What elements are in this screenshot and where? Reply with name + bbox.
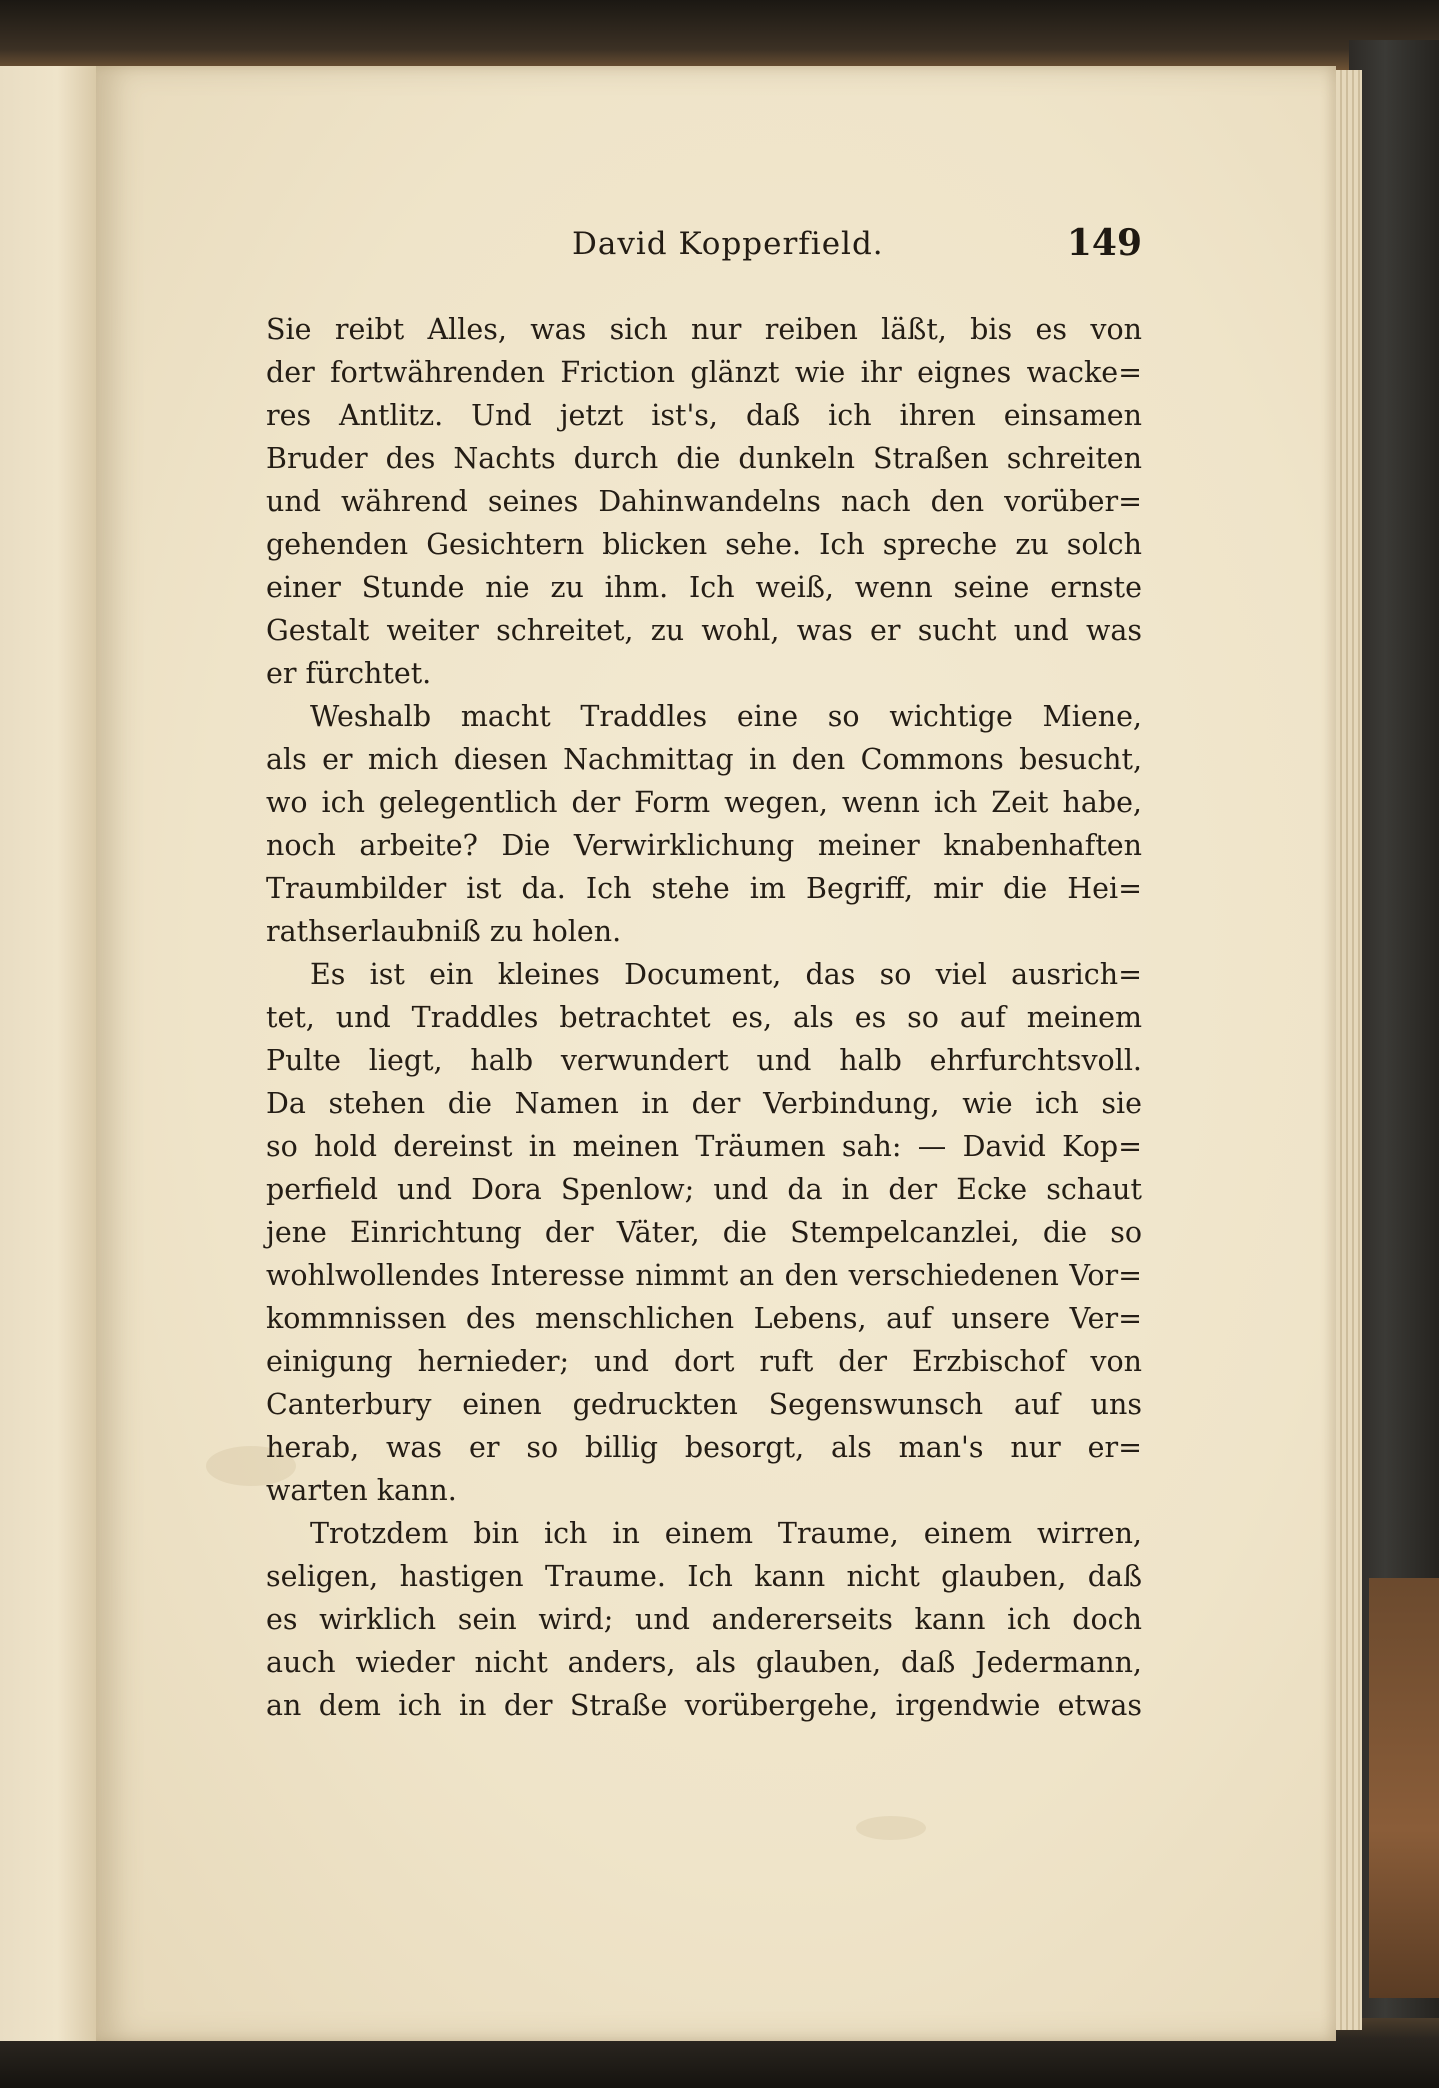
text-line: und während seines Dahinwandelns nach den vorüber=: [266, 485, 1142, 518]
text-line: perfield und Dora Spenlow; und da in der Ecke schaut: [266, 1173, 1142, 1206]
text-line: herab, was er so billig besorgt, als man's nur er=: [266, 1431, 1142, 1464]
text-line: res Antlitz. Und jetzt ist's, daß ich ihren einsamen: [266, 399, 1142, 432]
text-line: wo ich gelegentlich der Form wegen, wenn ich Zeit habe,: [266, 786, 1142, 819]
text-line: er fürchtet.: [266, 657, 432, 690]
text-line: es wirklich sein wird; und andererseits kann ich doch: [266, 1603, 1142, 1636]
text-line: noch arbeite? Die Verwirklichung meiner knabenhaften: [266, 829, 1142, 862]
body-text: [266, 308, 1142, 1727]
text-line: Da stehen die Namen in der Verbindung, wie ich sie: [266, 1087, 1142, 1120]
text-line: so hold dereinst in meinen Träumen sah: — David Kop=: [266, 1130, 1142, 1163]
text-line: an dem ich in der Straße vorübergehe, irgendwie etwas: [266, 1689, 1142, 1722]
text-line: warten kann.: [266, 1474, 457, 1507]
text-line: der fortwährenden Friction glänzt wie ihr eignes wacke=: [266, 356, 1142, 389]
text-line: gehenden Gesichtern blicken sehe. Ich spreche zu solch: [266, 528, 1142, 561]
paper-stain: [856, 1816, 926, 1840]
text-line: Canterbury einen gedruckten Segenswunsch auf uns: [266, 1388, 1142, 1421]
text-line: jene Einrichtung der Väter, die Stempelcanzlei, die so: [266, 1216, 1142, 1249]
text-line: seligen, hastigen Traume. Ich kann nicht glauben, daß: [266, 1560, 1142, 1593]
previous-page-edge: [0, 66, 98, 2041]
page-number: 149: [1066, 222, 1142, 264]
text-line: Sie reibt Alles, was sich nur reiben läßt, bis es von: [266, 313, 1142, 346]
text-line: Pulte liegt, halb verwundert und halb ehrfurchtsvoll.: [266, 1044, 1142, 1077]
text-line: auch wieder nicht anders, als glauben, daß Jedermann,: [266, 1646, 1142, 1679]
book-cover-corner-leather: [1369, 1578, 1439, 1998]
text-line: Trotzdem bin ich in einem Traume, einem wirren,: [310, 1517, 1142, 1550]
text-line: Es ist ein kleines Document, das so viel ausrich=: [310, 958, 1142, 991]
text-line: kommnissen des menschlichen Lebens, auf unsere Ver=: [266, 1302, 1142, 1335]
page-header: [172, 222, 1142, 272]
text-line: Weshalb macht Traddles eine so wichtige Miene,: [310, 700, 1142, 733]
text-line: wohlwollendes Interesse nimmt an den verschiedenen Vor=: [266, 1259, 1142, 1292]
text-line: tet, und Traddles betrachtet es, als es so auf meinem: [266, 1001, 1142, 1034]
text-line: als er mich diesen Nachmittag in den Commons besucht,: [266, 743, 1142, 776]
running-title: David Kopperfield.: [572, 226, 884, 262]
text-line: einigung hernieder; und dort ruft der Erzbischof von: [266, 1345, 1142, 1378]
text-line: Gestalt weiter schreitet, zu wohl, was er sucht und was: [266, 614, 1142, 647]
text-line: Traumbilder ist da. Ich stehe im Begriff, mir die Hei=: [266, 872, 1142, 905]
book-cover-top-edge: [0, 0, 1439, 70]
text-line: Bruder des Nachts durch die dunkeln Straßen schreiten: [266, 442, 1142, 475]
text-line: einer Stunde nie zu ihm. Ich weiß, wenn seine ernste: [266, 571, 1142, 604]
text-line: rathserlaubniß zu holen.: [266, 915, 622, 948]
